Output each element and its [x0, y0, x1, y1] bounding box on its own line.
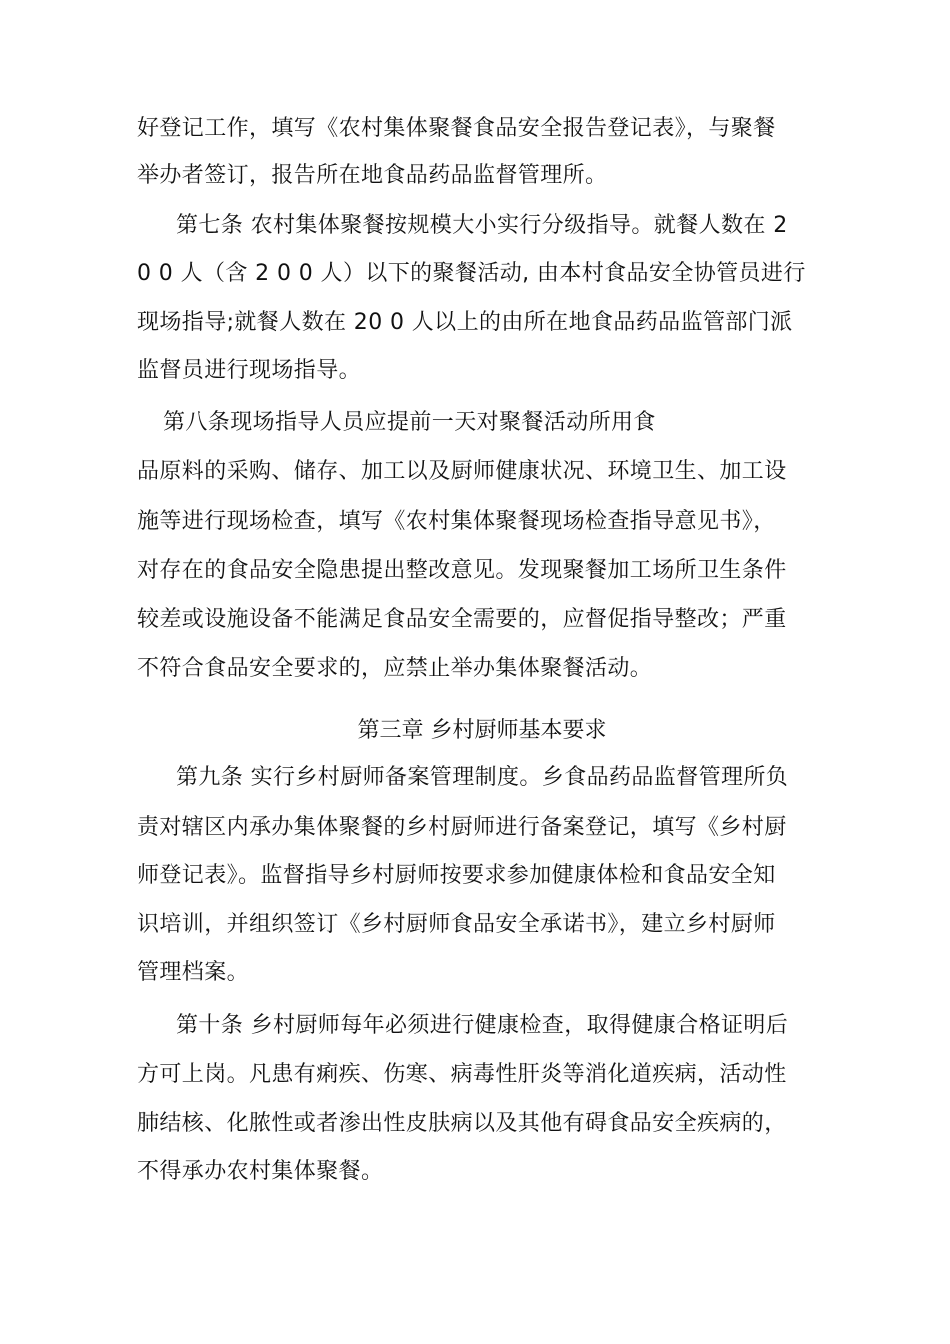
text-line: 识培训，并组织签订《乡村厨师食品安全承诺书》，建立乡村厨师 — [137, 912, 776, 937]
text-line: 施等进行现场检查，填写《农村集体聚餐现场检查指导意见书》， — [137, 509, 776, 534]
text-line: 举办者签订，报告所在地食品药品监督管理所。 — [137, 163, 608, 188]
text-line: 方可上岗。凡患有痢疾、伤寒、病毒性肝炎等消化道疾病，活动性 — [137, 1062, 787, 1087]
chapter-heading: 第三章 乡村厨师基本要求 — [357, 718, 607, 743]
text-line: 不符合食品安全要求的，应禁止举办集体聚餐活动。 — [137, 656, 653, 681]
article-8-first-line: 第八条现场指导人员应提前一天对聚餐活动所用食 — [163, 410, 656, 435]
text-line: 责对辖区内承办集体聚餐的乡村厨师进行备案登记，填写《乡村厨 — [137, 815, 787, 840]
text-line: 对存在的食品安全隐患提出整改意见。发现聚餐加工场所卫生条件 — [137, 558, 787, 583]
text-line: 现场指导;就餐人数在 20 0 人以上的由所在地食品药品监管部门派 — [137, 310, 793, 335]
text-line: 管理档案。 — [137, 960, 250, 985]
text-line: 不得承办农村集体聚餐。 — [137, 1159, 384, 1184]
text-line: 好登记工作，填写《农村集体聚餐食品安全报告登记表》，与聚餐 — [137, 116, 776, 141]
text-line: 品原料的采购、储存、加工以及厨师健康状况、环境卫生、加工设 — [137, 459, 787, 484]
article-7-first-line: 第七条 农村集体聚餐按规模大小实行分级指导。就餐人数在 2 — [176, 213, 788, 238]
text-line: 师登记表》。监督指导乡村厨师按要求参加健康体检和食品安全知 — [137, 863, 776, 888]
text-line: 监督员进行现场指导。 — [137, 358, 362, 383]
text-line: 0 0 人（含 2 0 0 人）以下的聚餐活动, 由本村食品安全协管员进行 — [137, 261, 806, 286]
article-10-first-line: 第十条 乡村厨师每年必须进行健康检查，取得健康合格证明后 — [176, 1013, 789, 1038]
text-line: 较差或设施设备不能满足食品安全需要的，应督促指导整改；严重 — [137, 607, 787, 632]
text-line: 肺结核、化脓性或者渗出性皮肤病以及其他有碍食品安全疾病的， — [137, 1111, 787, 1136]
article-9-first-line: 第九条 实行乡村厨师备案管理制度。乡食品药品监督管理所负 — [176, 765, 789, 790]
